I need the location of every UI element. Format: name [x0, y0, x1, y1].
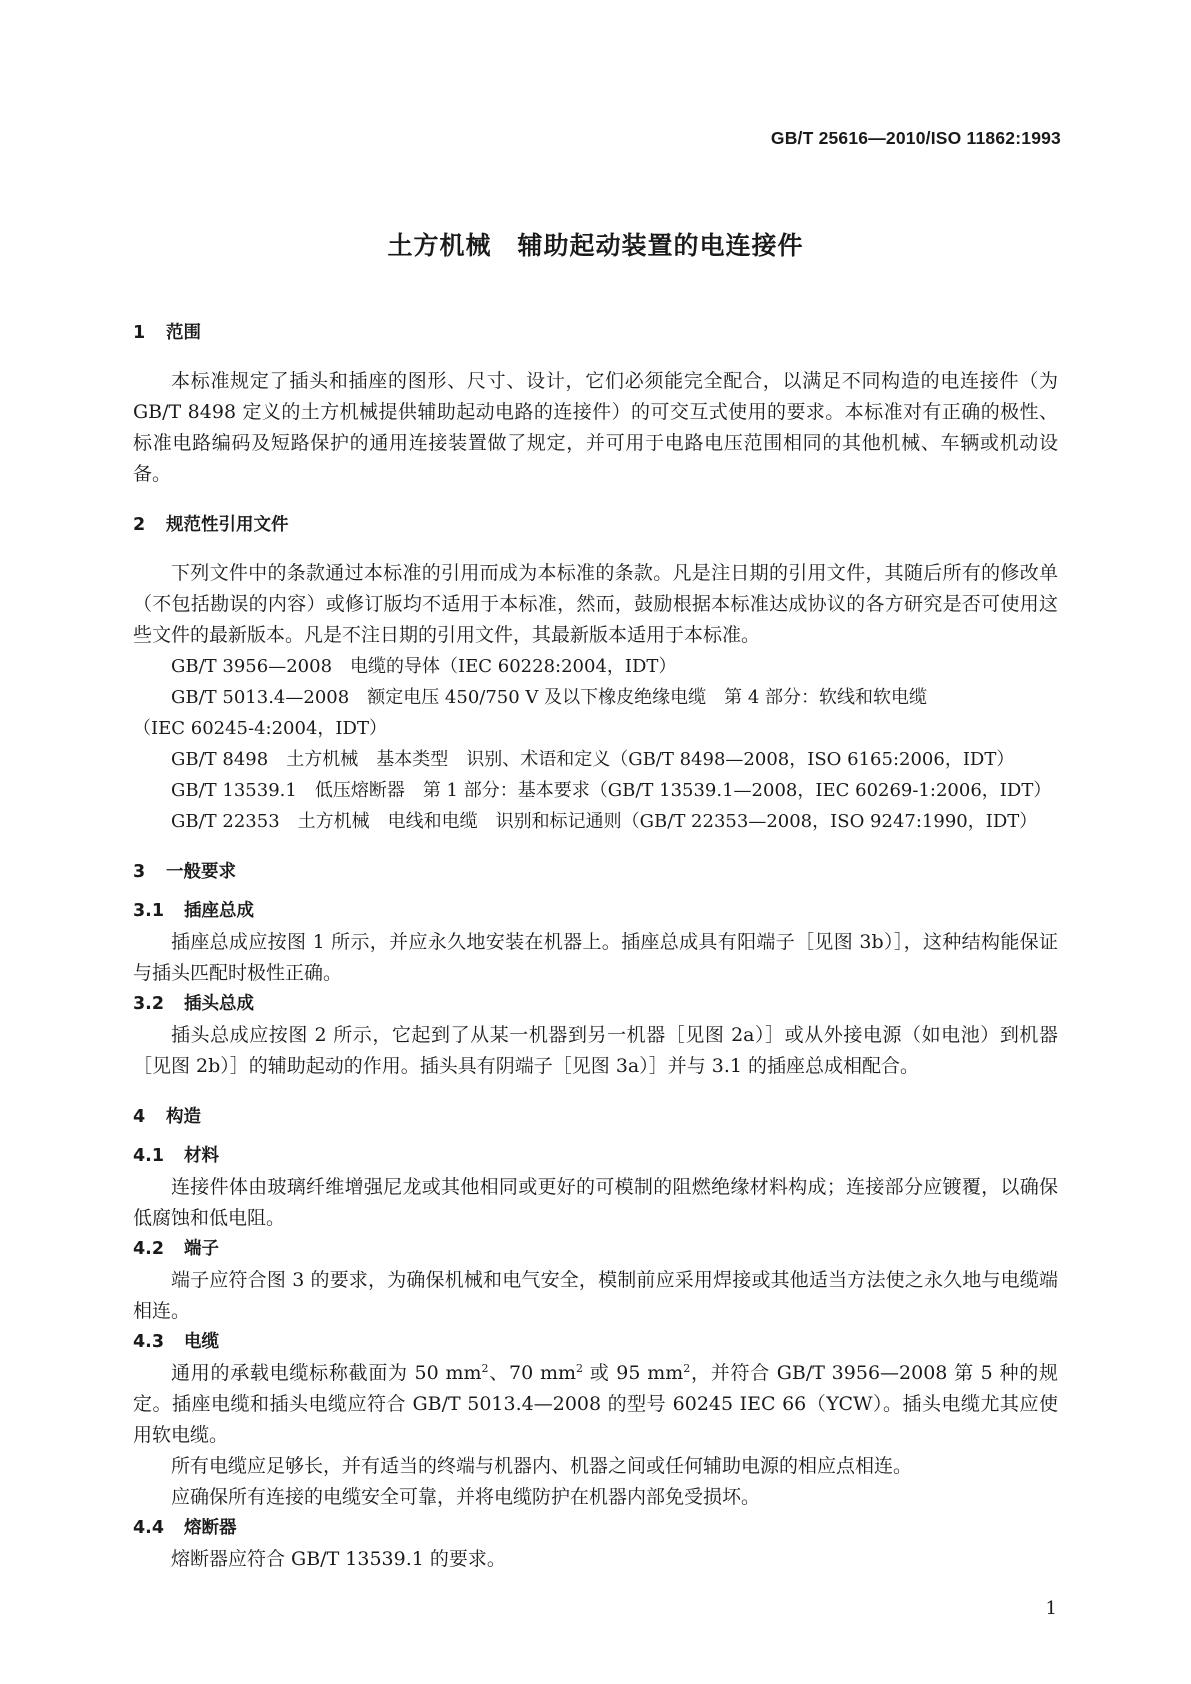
material-paragraph: 连接件体由玻璃纤维增强尼龙或其他相同或更好的可模制的阻燃绝缘材料构成；连接部分应镀覆，以确保低腐蚀和低电阻。 [133, 1176, 1058, 1229]
section-number: 4 [133, 1107, 146, 1127]
cable-paragraph [133, 1358, 1058, 1451]
section-heading-1 [133, 318, 1058, 349]
section-title: 构造 [166, 1107, 201, 1127]
reference-item: GB/T 8498 土方机械 基本类型 识别、术语和定义（GB/T 8498—2008，ISO 6165:2006，IDT） [171, 749, 1015, 770]
subsection-title: 熔断器 [184, 1518, 237, 1538]
reference-item-continuation: （IEC 60245-4:2004，IDT） [133, 718, 387, 739]
subsection-heading-3-1 [133, 896, 1058, 927]
socket-assembly-paragraph: 插座总成应按图 1 所示，并应永久地安装在机器上。插座总成具有阳端子［见图 3b）］，这种结构能保证与插头匹配时极性正确。 [133, 931, 1058, 984]
cable-safety-paragraph: 应确保所有连接的电缆安全可靠，并将电缆防护在机器内部免受损坏。 [171, 1486, 761, 1508]
subsection-title: 插座总成 [184, 901, 254, 921]
reference-item: GB/T 3956—2008 电缆的导体（IEC 60228:2004，IDT） [171, 656, 677, 677]
section-heading-4 [133, 1102, 1058, 1133]
page-number: 1 [1045, 1598, 1057, 1619]
cable-text-part: 或 95 mm [583, 1362, 684, 1384]
section-title: 规范性引用文件 [166, 515, 289, 535]
cable-text-part: 通用的承载电缆标称截面为 50 mm [171, 1362, 482, 1384]
subsection-title: 材料 [184, 1146, 219, 1166]
section-heading-2 [133, 510, 1058, 541]
superscript: 2 [576, 1362, 583, 1375]
subsection-number: 3.1 [133, 901, 165, 921]
fuse-paragraph: 熔断器应符合 GB/T 13539.1 的要求。 [171, 1548, 506, 1570]
section-title: 一般要求 [166, 862, 236, 882]
subsection-heading-4-1 [133, 1141, 1058, 1172]
subsection-title: 电缆 [184, 1332, 219, 1352]
terminal-paragraph: 端子应符合图 3 的要求，为确保机械和电气安全，模制前应采用焊接或其他适当方法使之永久地与电缆端相连。 [133, 1269, 1058, 1322]
cable-text-part: 、70 mm [488, 1362, 576, 1384]
subsection-heading-3-2 [133, 989, 1058, 1020]
subsection-number: 4.1 [133, 1146, 165, 1166]
section-number: 1 [133, 323, 146, 343]
subsection-number: 4.4 [133, 1518, 165, 1538]
subsection-number: 3.2 [133, 994, 165, 1014]
cable-text-part: ，并符合 GB/T 3956—2008 第 5 种的规定。插座电缆和插头电缆应符合 GB/T 5013.4—2008 的型号 60245 IEC 66（YCW）。插头电缆尤其应使用软电缆。 [133, 1362, 1058, 1446]
cable-length-paragraph: 所有电缆应足够长，并有适当的终端与机器内、机器之间或任何辅助电源的相应点相连。 [171, 1455, 913, 1477]
section-heading-3 [133, 857, 1058, 888]
section-title: 范围 [166, 323, 201, 343]
subsection-number: 4.3 [133, 1332, 165, 1352]
reference-item: GB/T 22353 土方机械 电线和电缆 识别和标记通则（GB/T 22353—2008，ISO 9247:1990，IDT） [171, 811, 1038, 832]
subsection-heading-4-4 [133, 1513, 1058, 1544]
references-intro-paragraph: 下列文件中的条款通过本标准的引用而成为本标准的条款。凡是注日期的引用文件，其随后所有的修改单（不包括勘误的内容）或修订版均不适用于本标准，然而，鼓励根据本标准达成协议的各方研究是否可使用这些文件的最新版本。凡是不注日期的引用文件，其最新版本适用于本标准。 [133, 562, 1058, 646]
document-body [133, 318, 1058, 1575]
subsection-heading-4-3 [133, 1327, 1058, 1358]
standard-code: GB/T 25616—2010/ISO 11862:1993 [770, 128, 1061, 148]
section-number: 3 [133, 862, 146, 882]
section-number: 2 [133, 515, 146, 535]
subsection-number: 4.2 [133, 1239, 165, 1259]
reference-item: GB/T 5013.4—2008 额定电压 450/750 V 及以下橡皮绝缘电缆 第 4 部分：软线和软电缆 [171, 687, 928, 708]
superscript: 2 [481, 1362, 489, 1375]
reference-item: GB/T 13539.1 低压熔断器 第 1 部分：基本要求（GB/T 13539.1—2008，IEC 60269-1:2006，IDT） [171, 780, 1052, 801]
subsection-heading-4-2 [133, 1234, 1058, 1265]
subsection-title: 端子 [184, 1239, 219, 1259]
subsection-title: 插头总成 [184, 994, 254, 1014]
superscript: 2 [683, 1362, 691, 1375]
document-title: 土方机械 辅助起动装置的电连接件 [387, 231, 804, 260]
scope-paragraph: 本标准规定了插头和插座的图形、尺寸、设计，它们必须能完全配合，以满足不同构造的电连接件（为 GB/T 8498 定义的土方机械提供辅助起动电路的连接件）的可交互式使用的要求。本标准对有正确的极性、标准电路编码及短路保护的通用连接装置做了规定，并可用于电路电压范围相同的其他机械、车辆或机动设备。 [133, 370, 1058, 485]
plug-assembly-paragraph: 插头总成应按图 2 所示，它起到了从某一机器到另一机器［见图 2a）］或从外接电源（如电池）到机器［见图 2b）］的辅助起动的作用。插头具有阴端子［见图 3a）］并与 3.1 的插座总成相配合。 [133, 1024, 1058, 1077]
